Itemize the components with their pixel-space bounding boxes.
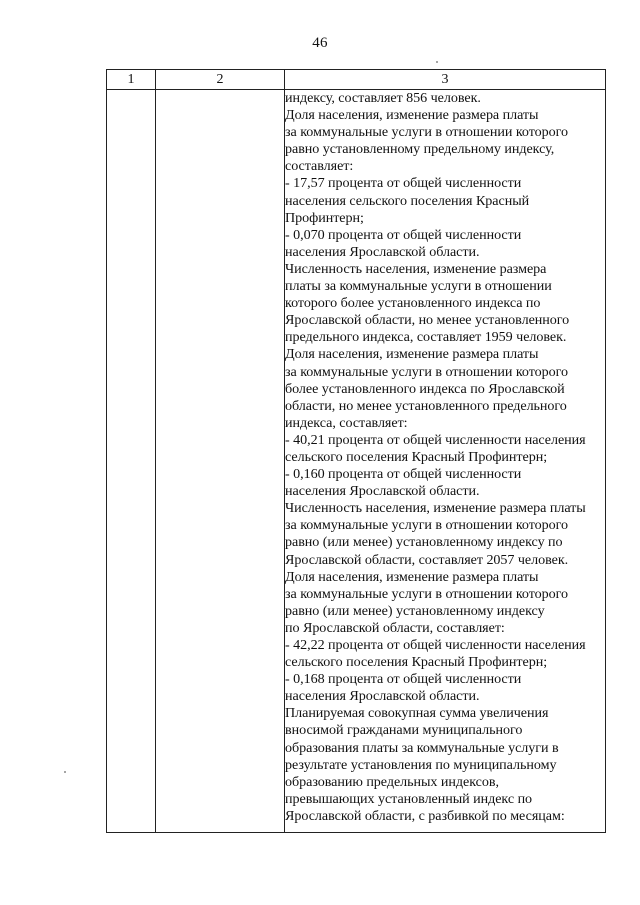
content-line: равно установленному предельному индексу, [285,141,555,158]
content-line: Доля населения, изменение размера платы [285,107,539,124]
scan-artifact-dot [64,771,66,773]
content-line: населения Ярославской области. [285,483,480,500]
content-line: за коммунальные услуги в отношении которого [285,517,569,534]
content-line: сельского поселения Красный Профинтерн; [285,654,548,671]
table-header-row [107,70,605,90]
header-cell-col-2: 2 [216,72,224,87]
content-line: платы за коммунальные услуги в отношении [285,278,552,295]
content-line: Численность населения, изменение размера [285,260,547,277]
content-line: предельного индекса, составляет 1959 человек. [285,329,567,346]
content-line: за коммунальные услуги в отношении которого [285,363,569,380]
content-line: - 17,57 процента от общей численности [285,175,522,192]
content-line: сельского поселения Красный Профинтерн; [285,448,548,465]
content-line: Профинтерн; [285,209,364,226]
content-line: - 0,070 процента от общей численности [285,226,522,243]
content-line: - 42,22 процента от общей численности населения [285,637,586,653]
column-divider-1 [155,70,156,832]
content-line: составляет: [285,158,354,175]
content-line: равно (или менее) установленному индексу [285,602,545,619]
content-line: вносимой гражданами муниципального [285,722,523,739]
content-line: превышающих установленный индекс по [285,790,533,807]
header-cell-col-1: 1 [127,72,135,87]
content-line: за коммунальные услуги в отношении которого [285,124,569,141]
content-line: Доля населения, изменение размера платы [285,568,539,585]
content-line: Численность населения, изменение размера платы [285,500,586,517]
content-line: - 40,21 процента от общей численности населения [285,431,586,448]
content-cell-col-3 [285,90,605,825]
content-line: по Ярославской области, составляет: [285,619,505,636]
content-line: результате установления по муниципальному [285,756,557,773]
content-line: населения Ярославской области. [285,688,480,705]
content-line: Доля населения, изменение размера платы [285,346,539,363]
content-line: за коммунальные услуги в отношении которого [285,585,569,602]
content-line: области, но менее установленного предельного [285,397,567,414]
content-line: равно (или менее) установленному индексу по [285,534,563,551]
content-line: образованию предельных индексов, [285,773,499,790]
content-line: - 0,160 процента от общей численности [285,466,522,483]
scan-artifact-dot [436,61,438,63]
content-line: образования платы за коммунальные услуги в [285,739,559,756]
content-line: населения Ярославской области. [285,243,480,260]
content-line: индексу, составляет 856 человек. [285,90,481,106]
content-line: Ярославской области, с разбивкой по месяцам: [285,807,565,824]
content-line: населения сельского поселения Красный [285,192,530,209]
content-line: Планируемая совокупная сумма увеличения [285,705,549,722]
content-line: более установленного индекса по Ярославской [285,380,565,397]
content-line: индекса, составляет: [285,414,408,431]
content-line: - 0,168 процента от общей численности [285,671,522,688]
content-line: Ярославской области, но менее установленного [285,312,570,329]
content-line: Ярославской области, составляет 2057 человек. [285,551,569,568]
header-cell-col-3: 3 [441,72,449,87]
content-line: которого более установленного индекса по [285,295,541,312]
page-number: 46 [312,35,328,51]
document-table [106,69,606,833]
